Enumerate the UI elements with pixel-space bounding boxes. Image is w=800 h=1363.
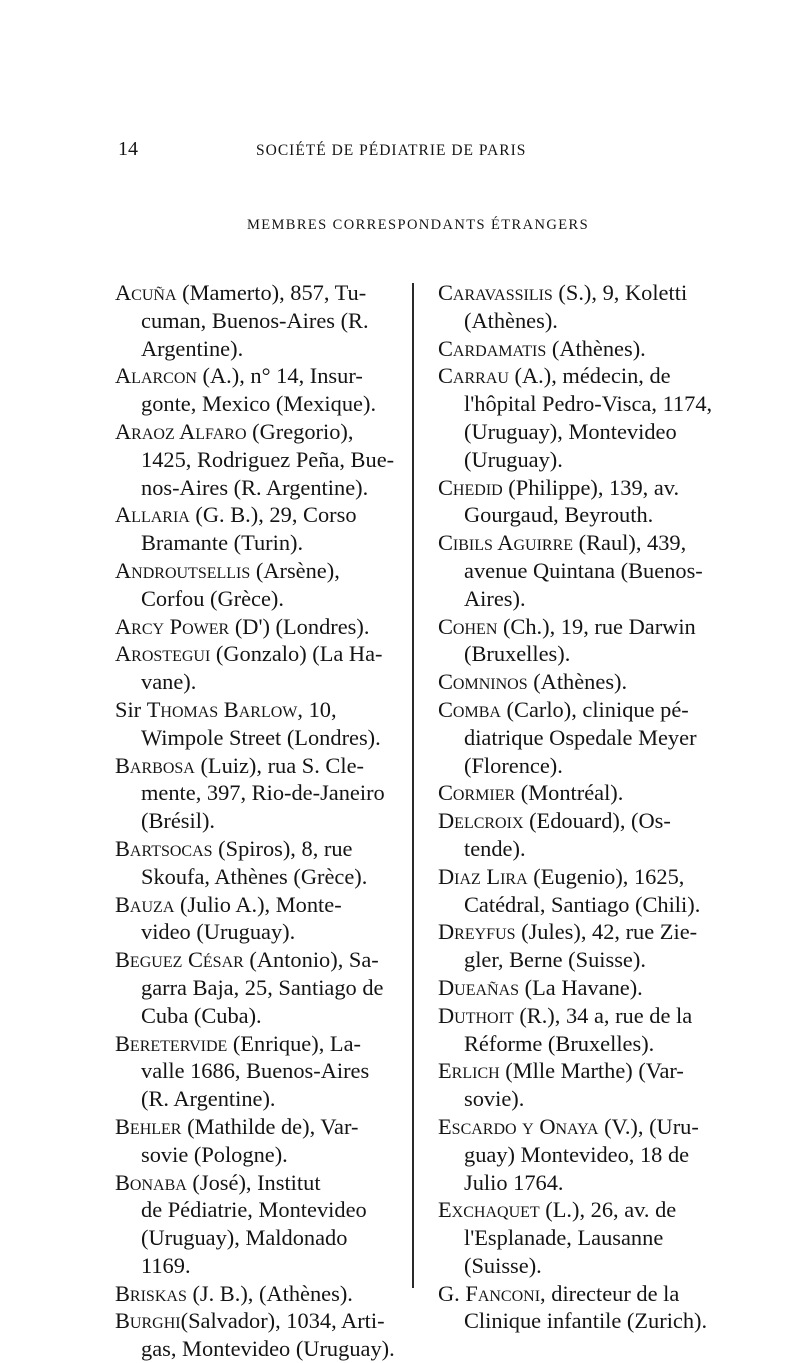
entry-line (438, 918, 724, 946)
entry-text: (Uruguay), Maldonado (141, 1225, 348, 1251)
entry-text: (La Havane). (519, 974, 643, 1000)
member-name: Delcroix (438, 808, 524, 834)
entry-line (438, 418, 724, 446)
entry-text: gler, Berne (Suisse). (464, 947, 646, 973)
entry-line (438, 779, 724, 807)
member-name: Dreyfus (438, 919, 516, 945)
member-name: Burghi (115, 1308, 181, 1334)
entry-line (438, 1169, 724, 1197)
entry-line (115, 1141, 393, 1169)
entry-line (115, 835, 393, 863)
member-name: Cibils Aguirre (438, 530, 574, 556)
entry-line (438, 390, 724, 418)
member-entry (115, 279, 393, 362)
member-name: Carrau (438, 363, 509, 389)
entry-line (115, 779, 393, 807)
member-entry (438, 1057, 724, 1113)
member-name: Arcy Power (115, 613, 230, 639)
member-entry (438, 918, 724, 974)
entry-line (115, 863, 393, 891)
entry-text: (José), Institut (186, 1169, 321, 1195)
member-entry (438, 1196, 724, 1279)
entry-text: (Luiz), rua S. Cle- (194, 752, 364, 778)
entry-title: Sir (115, 696, 147, 722)
member-entry (438, 529, 724, 612)
member-entry (438, 474, 724, 530)
member-name: Barbosa (115, 752, 195, 778)
entry-text: Réforme (Bruxelles). (464, 1030, 655, 1056)
entry-line (438, 557, 724, 585)
entry-text: (G. B.), 29, Corso (189, 502, 357, 528)
entry-text: gonte, Mexico (Mexique). (141, 391, 377, 417)
entry-line (115, 640, 393, 668)
entry-text: de Pédiatrie, Montevideo (141, 1197, 367, 1223)
entry-text: , directeur de la (540, 1280, 680, 1306)
left-column (115, 279, 393, 1363)
entry-text: (Athènes). (546, 335, 646, 361)
entry-text: Skoufa, Athènes (Grèce). (141, 863, 368, 889)
entry-text: sovie (Pologne). (141, 1141, 288, 1167)
entry-text: (L.), 26, av. de (539, 1197, 677, 1223)
entry-line (115, 557, 393, 585)
entry-text: video (Uruguay). (141, 919, 296, 945)
entry-text: avenue Quintana (Buenos- (464, 557, 703, 583)
entry-text: 1169. (141, 1252, 191, 1278)
member-entry (438, 362, 724, 473)
entry-line (438, 724, 724, 752)
entry-line (438, 279, 724, 307)
entry-text: (Montréal). (515, 780, 624, 806)
entry-line (438, 307, 724, 335)
member-name: Acuña (115, 280, 177, 305)
entry-line (115, 1280, 393, 1308)
entry-line (438, 446, 724, 474)
entry-line (438, 974, 724, 1002)
section-title: MEMBRES CORRESPONDANTS ÉTRANGERS (246, 217, 590, 233)
entry-line (438, 696, 724, 724)
member-name: Allaria (115, 502, 190, 528)
member-name: Fanconi (465, 1280, 541, 1306)
entry-line (115, 1113, 393, 1141)
entry-line (438, 529, 724, 557)
member-entry (438, 1113, 724, 1196)
entry-line (438, 640, 724, 668)
entry-text: (Mamerto), 857, Tu- (176, 280, 367, 305)
entry-text: Cuba (Cuba). (141, 1002, 262, 1028)
entry-line (438, 1113, 724, 1141)
entry-line (115, 696, 393, 724)
running-title: SOCIÉTÉ DE PÉDIATRIE DE PARIS (256, 142, 527, 159)
entry-line (438, 891, 724, 919)
member-name: Thomas Barlow (146, 696, 298, 722)
entry-line (115, 529, 393, 557)
entry-text: Aires). (464, 585, 526, 611)
entry-line (115, 724, 393, 752)
member-name: Araoz Alfaro (115, 418, 247, 444)
entry-text: l'hôpital Pedro-Visca, 1174, (464, 391, 713, 417)
entry-line (438, 585, 724, 613)
entry-line (115, 335, 393, 363)
member-name: Escardo y Onaya (438, 1113, 599, 1139)
entry-line (438, 613, 724, 641)
member-entry (115, 946, 393, 1029)
member-name: Bauza (115, 891, 175, 917)
entry-line (438, 1252, 724, 1280)
entry-text: Argentine). (141, 335, 244, 361)
entry-text: (V.), (Uru- (598, 1113, 699, 1139)
entry-text: nos-Aires (R. Argentine). (141, 474, 369, 500)
entry-line (115, 1224, 393, 1252)
entry-text: (Gregorio), (246, 418, 354, 444)
member-name: Erlich (438, 1058, 500, 1084)
entry-line (115, 1085, 393, 1113)
member-entry (115, 891, 393, 947)
entry-line (115, 891, 393, 919)
entry-text: Julio 1764. (464, 1169, 564, 1195)
member-name: Caravassilis (438, 280, 553, 305)
member-entry (115, 1307, 393, 1363)
entry-text: (Mathilde de), Var- (181, 1113, 359, 1139)
entry-line (115, 918, 393, 946)
entry-text: (Athènes). (464, 307, 558, 333)
member-entry (115, 418, 393, 501)
entry-line (438, 1057, 724, 1085)
entry-text: mente, 397, Rio-de-Janeiro (141, 780, 385, 806)
entry-text: (R. Argentine). (141, 1086, 276, 1112)
entry-text: (D') (Londres). (229, 613, 370, 639)
member-entry (115, 1169, 393, 1280)
entry-text: 1425, Rodriguez Peña, Bue- (141, 446, 395, 472)
entry-line (115, 1307, 393, 1335)
member-entry (115, 501, 393, 557)
member-entry (438, 1280, 724, 1336)
member-name: Diaz Lira (438, 863, 528, 889)
entry-line (115, 474, 393, 502)
entry-line (438, 1196, 724, 1224)
member-name: Bartsocas (115, 835, 213, 861)
entry-text: Catédral, Santiago (Chili). (464, 891, 701, 917)
member-entry (115, 362, 393, 418)
entry-text: (Mlle Marthe) (Var- (499, 1058, 684, 1084)
entry-text: sovie). (464, 1086, 525, 1112)
entry-line (115, 446, 393, 474)
member-name: Dueañas (438, 974, 520, 1000)
entry-line (115, 668, 393, 696)
entry-line (438, 668, 724, 696)
entry-text: (Florence). (464, 752, 563, 778)
member-name: Cohen (438, 613, 498, 639)
entry-text: (A.), n° 14, Insur- (196, 363, 363, 389)
entry-text: (Athènes). (527, 669, 628, 695)
member-entry (438, 279, 724, 335)
member-name: Behler (115, 1113, 182, 1139)
entry-text: (J. B.), (Athènes). (186, 1280, 353, 1306)
entry-line (438, 1085, 724, 1113)
member-entry (115, 613, 393, 641)
entry-line (438, 474, 724, 502)
entry-text: (Spiros), 8, rue (212, 835, 353, 861)
entry-line (438, 807, 724, 835)
entry-line (115, 279, 393, 307)
entry-line (438, 863, 724, 891)
member-entry (438, 779, 724, 807)
entry-text: tende). (464, 835, 526, 861)
entry-line (438, 1030, 724, 1058)
entry-line (115, 585, 393, 613)
entry-text: Clinique infantile (Zurich). (464, 1308, 708, 1334)
member-entry (438, 696, 724, 779)
entry-text: , 10, (297, 696, 337, 722)
entry-text: (S.), 9, Koletti (552, 280, 688, 305)
entry-text: (Enrique), La- (227, 1030, 361, 1056)
entry-text: (Gonzalo) (La Ha- (210, 641, 383, 667)
member-entry (115, 640, 393, 696)
entry-line (438, 1002, 724, 1030)
entry-text: (A.), médecin, de (508, 363, 671, 389)
entry-line (115, 418, 393, 446)
member-entry (438, 668, 724, 696)
entry-text: (Salvador), 1034, Arti- (180, 1308, 385, 1334)
entry-line (115, 946, 393, 974)
entry-text: (Arsène), (250, 557, 340, 583)
entry-line (115, 752, 393, 780)
member-entry (115, 752, 393, 835)
member-name: Alarcon (115, 363, 197, 389)
entry-text: Wimpole Street (Londres). (141, 724, 381, 750)
entry-text: (Eugenio), 1625, (527, 863, 685, 889)
entry-line (438, 1141, 724, 1169)
member-entry (438, 1002, 724, 1058)
entry-title: G. (438, 1280, 466, 1306)
entry-text: (Carlo), clinique pé- (500, 696, 689, 722)
entry-text: garra Baja, 25, Santiago de (141, 974, 384, 1000)
member-name: Duthoit (438, 1002, 514, 1028)
member-entry (438, 863, 724, 919)
page-number: 14 (118, 138, 138, 160)
entry-text: (Antonio), Sa- (243, 947, 379, 973)
entry-text: (R.), 34 a, rue de la (513, 1002, 693, 1028)
member-name: Cardamatis (438, 335, 547, 361)
entry-text: cuman, Buenos-Aires (R. (141, 307, 369, 333)
member-entry (115, 1113, 393, 1169)
member-entry (438, 974, 724, 1002)
entry-line (438, 1280, 724, 1308)
member-name: Exchaquet (438, 1197, 540, 1223)
entry-line (438, 362, 724, 390)
member-name: Bonaba (115, 1169, 187, 1195)
entry-text: (Ch.), 19, rue Darwin (497, 613, 696, 639)
entry-text: Bramante (Turin). (141, 530, 304, 556)
entry-line (438, 752, 724, 780)
entry-text: (Suisse). (464, 1252, 542, 1278)
member-entry (115, 1030, 393, 1113)
entry-line (115, 974, 393, 1002)
entry-line (115, 613, 393, 641)
entry-line (115, 307, 393, 335)
entry-line (115, 1057, 393, 1085)
entry-line (115, 362, 393, 390)
entry-line (115, 1252, 393, 1280)
entry-text: (Raul), 439, (573, 530, 687, 556)
member-entry (115, 835, 393, 891)
entry-text: (Philippe), 139, av. (502, 474, 680, 500)
column-divider (412, 283, 414, 1288)
entry-text: Gourgaud, Beyrouth. (464, 502, 654, 528)
member-entry (115, 696, 393, 752)
member-name: Beretervide (115, 1030, 228, 1056)
member-name: Chedid (438, 474, 503, 500)
entry-text: (Edouard), (Os- (523, 808, 671, 834)
entry-line (115, 807, 393, 835)
entry-text: (Brésil). (141, 808, 215, 834)
member-name: Androutsellis (115, 557, 251, 583)
member-name: Cormier (438, 780, 516, 806)
entry-text: Corfou (Grèce). (141, 585, 284, 611)
entry-line (115, 501, 393, 529)
member-name: Briskas (115, 1280, 187, 1306)
entry-line (115, 1196, 393, 1224)
entry-line (438, 1224, 724, 1252)
entry-line (438, 835, 724, 863)
entry-text: vane). (141, 669, 197, 695)
entry-text: gas, Montevideo (Uruguay). (141, 1336, 395, 1362)
entry-text: guay) Montevideo, 18 de (464, 1141, 690, 1167)
entry-line (115, 1335, 393, 1363)
entry-text: (Uruguay), Montevideo (464, 418, 677, 444)
member-entry (115, 557, 393, 613)
entry-text: l'Esplanade, Lausanne (464, 1225, 664, 1251)
member-name: Beguez César (115, 947, 244, 973)
entry-line (438, 501, 724, 529)
entry-text: (Uruguay). (464, 446, 563, 472)
member-entry (438, 335, 724, 363)
entry-text: (Julio A.), Monte- (174, 891, 342, 917)
member-entry (115, 1280, 393, 1308)
member-name: Comba (438, 696, 501, 722)
entry-text: (Jules), 42, rue Zie- (515, 919, 698, 945)
entry-line (115, 1030, 393, 1058)
entry-line (115, 1002, 393, 1030)
member-name: Comninos (438, 669, 528, 695)
entry-line (438, 1307, 724, 1335)
right-column (438, 279, 724, 1335)
entry-line (115, 1169, 393, 1197)
entry-text: valle 1686, Buenos-Aires (141, 1058, 370, 1084)
entry-text: diatrique Ospedale Meyer (464, 724, 697, 750)
member-name: Arostegui (115, 641, 211, 667)
entry-line (438, 335, 724, 363)
member-entry (438, 613, 724, 669)
entry-line (115, 390, 393, 418)
member-entry (438, 807, 724, 863)
entry-line (438, 946, 724, 974)
entry-text: (Bruxelles). (464, 641, 571, 667)
